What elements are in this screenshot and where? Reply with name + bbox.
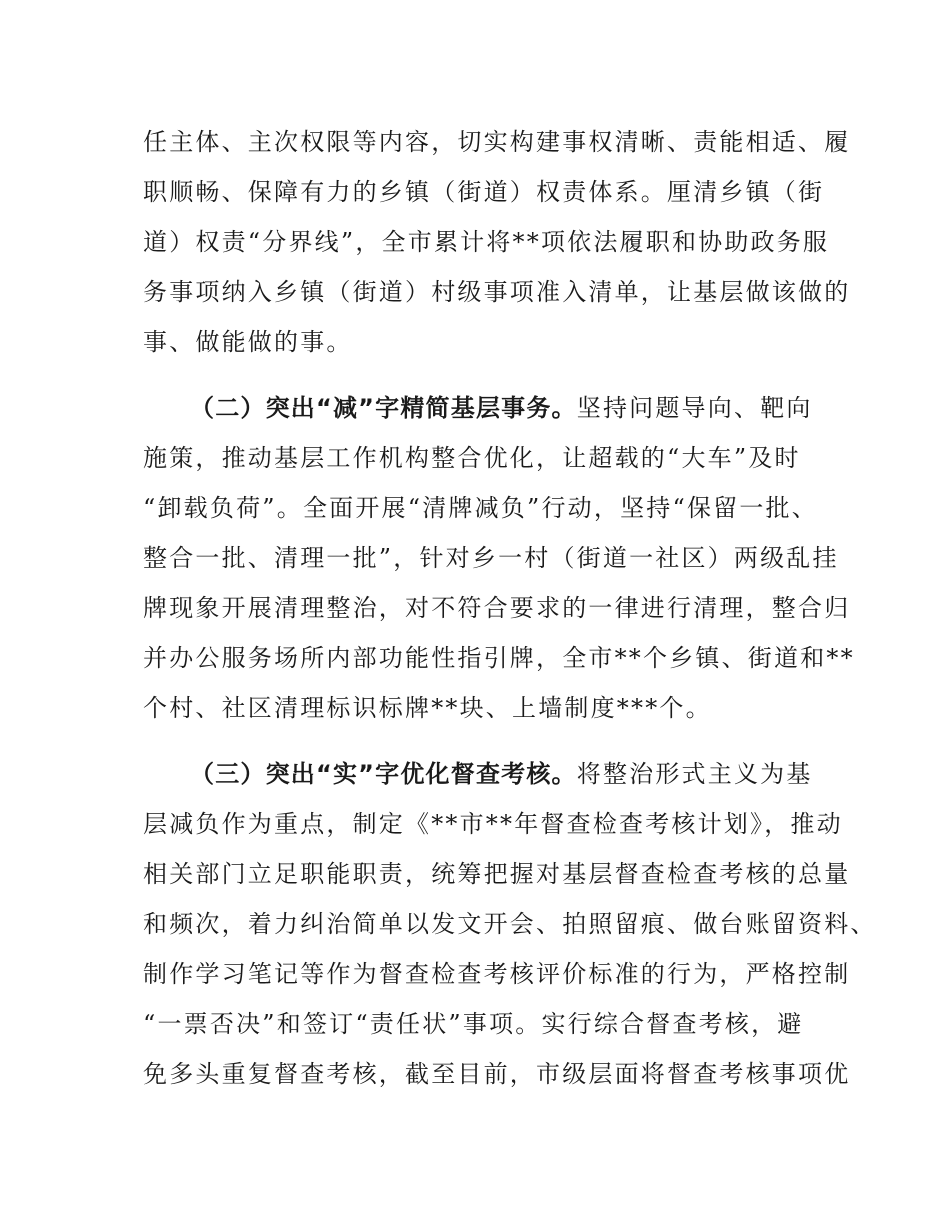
body-text-line: 牌现象开展清理整治，对不符合要求的一律进行清理，整合归 <box>143 594 851 622</box>
body-text-line: 事、做能做的事。 <box>143 328 353 356</box>
section-heading: （三）突出“实”字优化督查考核。 <box>190 760 577 788</box>
body-text-line: 免多头重复督查考核，截至目前，市级层面将督查考核事项优 <box>143 1060 851 1088</box>
body-text-line: “卸载负荷”。全面开展“清牌减负”行动，坚持“保留一批、 <box>143 494 818 522</box>
body-text-line: 制作学习笔记等作为督查检查考核评价标准的行为，严格控制 <box>143 960 851 988</box>
body-text-line: 相关部门立足职能职责，统筹把握对基层督查检查考核的总量 <box>143 860 851 888</box>
body-text-span: 将整治形式主义为基 <box>576 760 813 788</box>
body-text-span: 坚持问题导向、靶向 <box>576 394 813 422</box>
body-text-line: 任主体、主次权限等内容，切实构建事权清晰、责能相适、履 <box>143 128 851 156</box>
body-text-line: 务事项纳入乡镇（街道）村级事项准入清单，让基层做该做的 <box>143 278 851 306</box>
section-first-line <box>190 392 820 424</box>
section-heading: （二）突出“减”字精简基层事务。 <box>190 394 577 422</box>
body-text-line: “一票否决”和签订“责任状”事项。实行综合督查考核，避 <box>143 1010 804 1038</box>
body-text-line: 整合一批、清理一批”，针对乡一村（街道一社区）两级乱挂 <box>143 544 839 572</box>
body-text-line: 和频次，着力纠治简单以发文开会、拍照留痕、做台账留资料、 <box>143 910 877 938</box>
body-text-line: 道）权责“分界线”，全市累计将**项依法履职和协助政务服 <box>143 228 830 256</box>
section-first-line <box>190 758 820 790</box>
body-text-line: 职顺畅、保障有力的乡镇（街道）权责体系。厘清乡镇（街 <box>143 178 825 206</box>
body-text-line: 个村、社区清理标识标牌**块、上墙制度***个。 <box>143 694 712 722</box>
body-text-line: 并办公服务场所内部功能性指引牌，全市**个乡镇、街道和** <box>143 644 855 672</box>
body-text-line: 施策，推动基层工作机构整合优化，让超载的“大车”及时 <box>143 444 801 472</box>
body-text-line: 层减负作为重点，制定《**市**年督查检查考核计划》，推动 <box>143 810 843 838</box>
